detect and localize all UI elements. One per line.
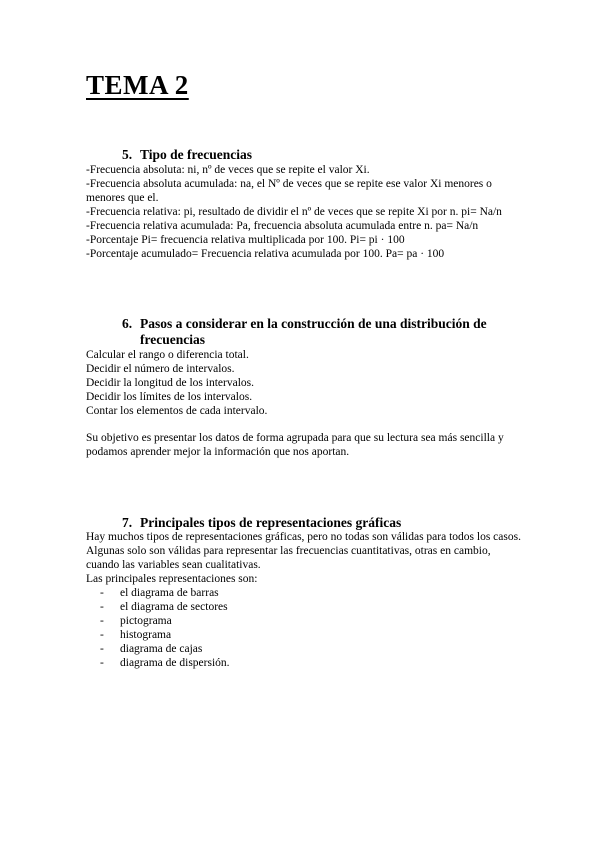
section-7-heading <box>122 515 401 531</box>
section-7-title: Principales tipos de representaciones gráficas <box>140 515 402 530</box>
section-6-steps <box>86 348 526 418</box>
bullet-dash: - <box>100 629 104 641</box>
bullet-dash: - <box>100 601 104 613</box>
bullet-dash: - <box>100 615 104 627</box>
frequency-line: -Porcentaje acumulado= Frecuencia relativa acumulada por 100. Pa= pa · 100 <box>86 248 445 260</box>
list-item-label: diagrama de dispersión. <box>120 657 230 669</box>
list-item-label: el diagrama de barras <box>120 587 219 599</box>
representations-list <box>100 586 230 670</box>
list-item <box>100 628 230 642</box>
list-item <box>100 600 230 614</box>
list-item-label: el diagrama de sectores <box>120 601 228 613</box>
frequency-line: -Frecuencia absoluta: ni, nº de veces que se repite el valor Xi. <box>86 164 370 176</box>
bullet-dash: - <box>100 657 104 669</box>
list-item-label: diagrama de cajas <box>120 643 203 655</box>
bullet-dash: - <box>100 587 104 599</box>
frequency-line: -Frecuencia relativa acumulada: Pa, frecuencia absoluta acumulada entre n. pa= Na/n <box>86 220 479 232</box>
section-7-number: 7. <box>122 515 133 530</box>
list-item <box>100 656 230 670</box>
list-item <box>100 586 230 600</box>
section-5-body <box>86 163 526 261</box>
section-5-heading <box>122 147 252 163</box>
list-item <box>100 642 230 656</box>
page-title: TEMA 2 <box>86 70 189 100</box>
step-line: Calcular el rango o diferencia total. <box>86 349 249 361</box>
list-item-label: histograma <box>120 629 172 641</box>
frequency-line: -Frecuencia relativa: pi, resultado de dividir el nº de veces que se repite Xi por n. pi= Na/n <box>86 206 502 218</box>
step-line: Decidir el número de intervalos. <box>86 363 235 375</box>
section-6-title: Pasos a considerar en la construcción de una distribución de frecuencias <box>140 316 487 347</box>
representations-paragraph: Hay muchos tipos de representaciones gráficas, pero no todas son válidas para todos los casos. Algunas solo son válidas para representar las frecuencias cuantitativas, otras en cambio, cuando las variables sean cualitativas. <box>86 531 521 571</box>
frequency-line: -Frecuencia absoluta acumulada: na, el Nº de veces que se repite ese valor Xi menores o menores que el. <box>86 178 492 204</box>
section-6-heading <box>122 316 522 348</box>
section-5-title: Tipo de frecuencias <box>140 147 253 162</box>
list-item <box>100 614 230 628</box>
frequency-line: -Porcentaje Pi= frecuencia relativa multiplicada por 100. Pi= pi · 100 <box>86 234 405 246</box>
list-item-label: pictograma <box>120 615 172 627</box>
objective-paragraph: Su objetivo es presentar los datos de forma agrupada para que su lectura sea más sencilla y podamos aprender mejor la información que nos aportan. <box>86 432 504 458</box>
section-5-number: 5. <box>122 147 133 162</box>
section-6-paragraph <box>86 431 526 459</box>
section-6-number: 6. <box>122 316 133 331</box>
representations-intro: Las principales representaciones son: <box>86 573 258 585</box>
bullet-dash: - <box>100 643 104 655</box>
step-line: Contar los elementos de cada intervalo. <box>86 405 268 417</box>
section-7-body <box>86 530 526 586</box>
step-line: Decidir los límites de los intervalos. <box>86 391 253 403</box>
step-line: Decidir la longitud de los intervalos. <box>86 377 254 389</box>
